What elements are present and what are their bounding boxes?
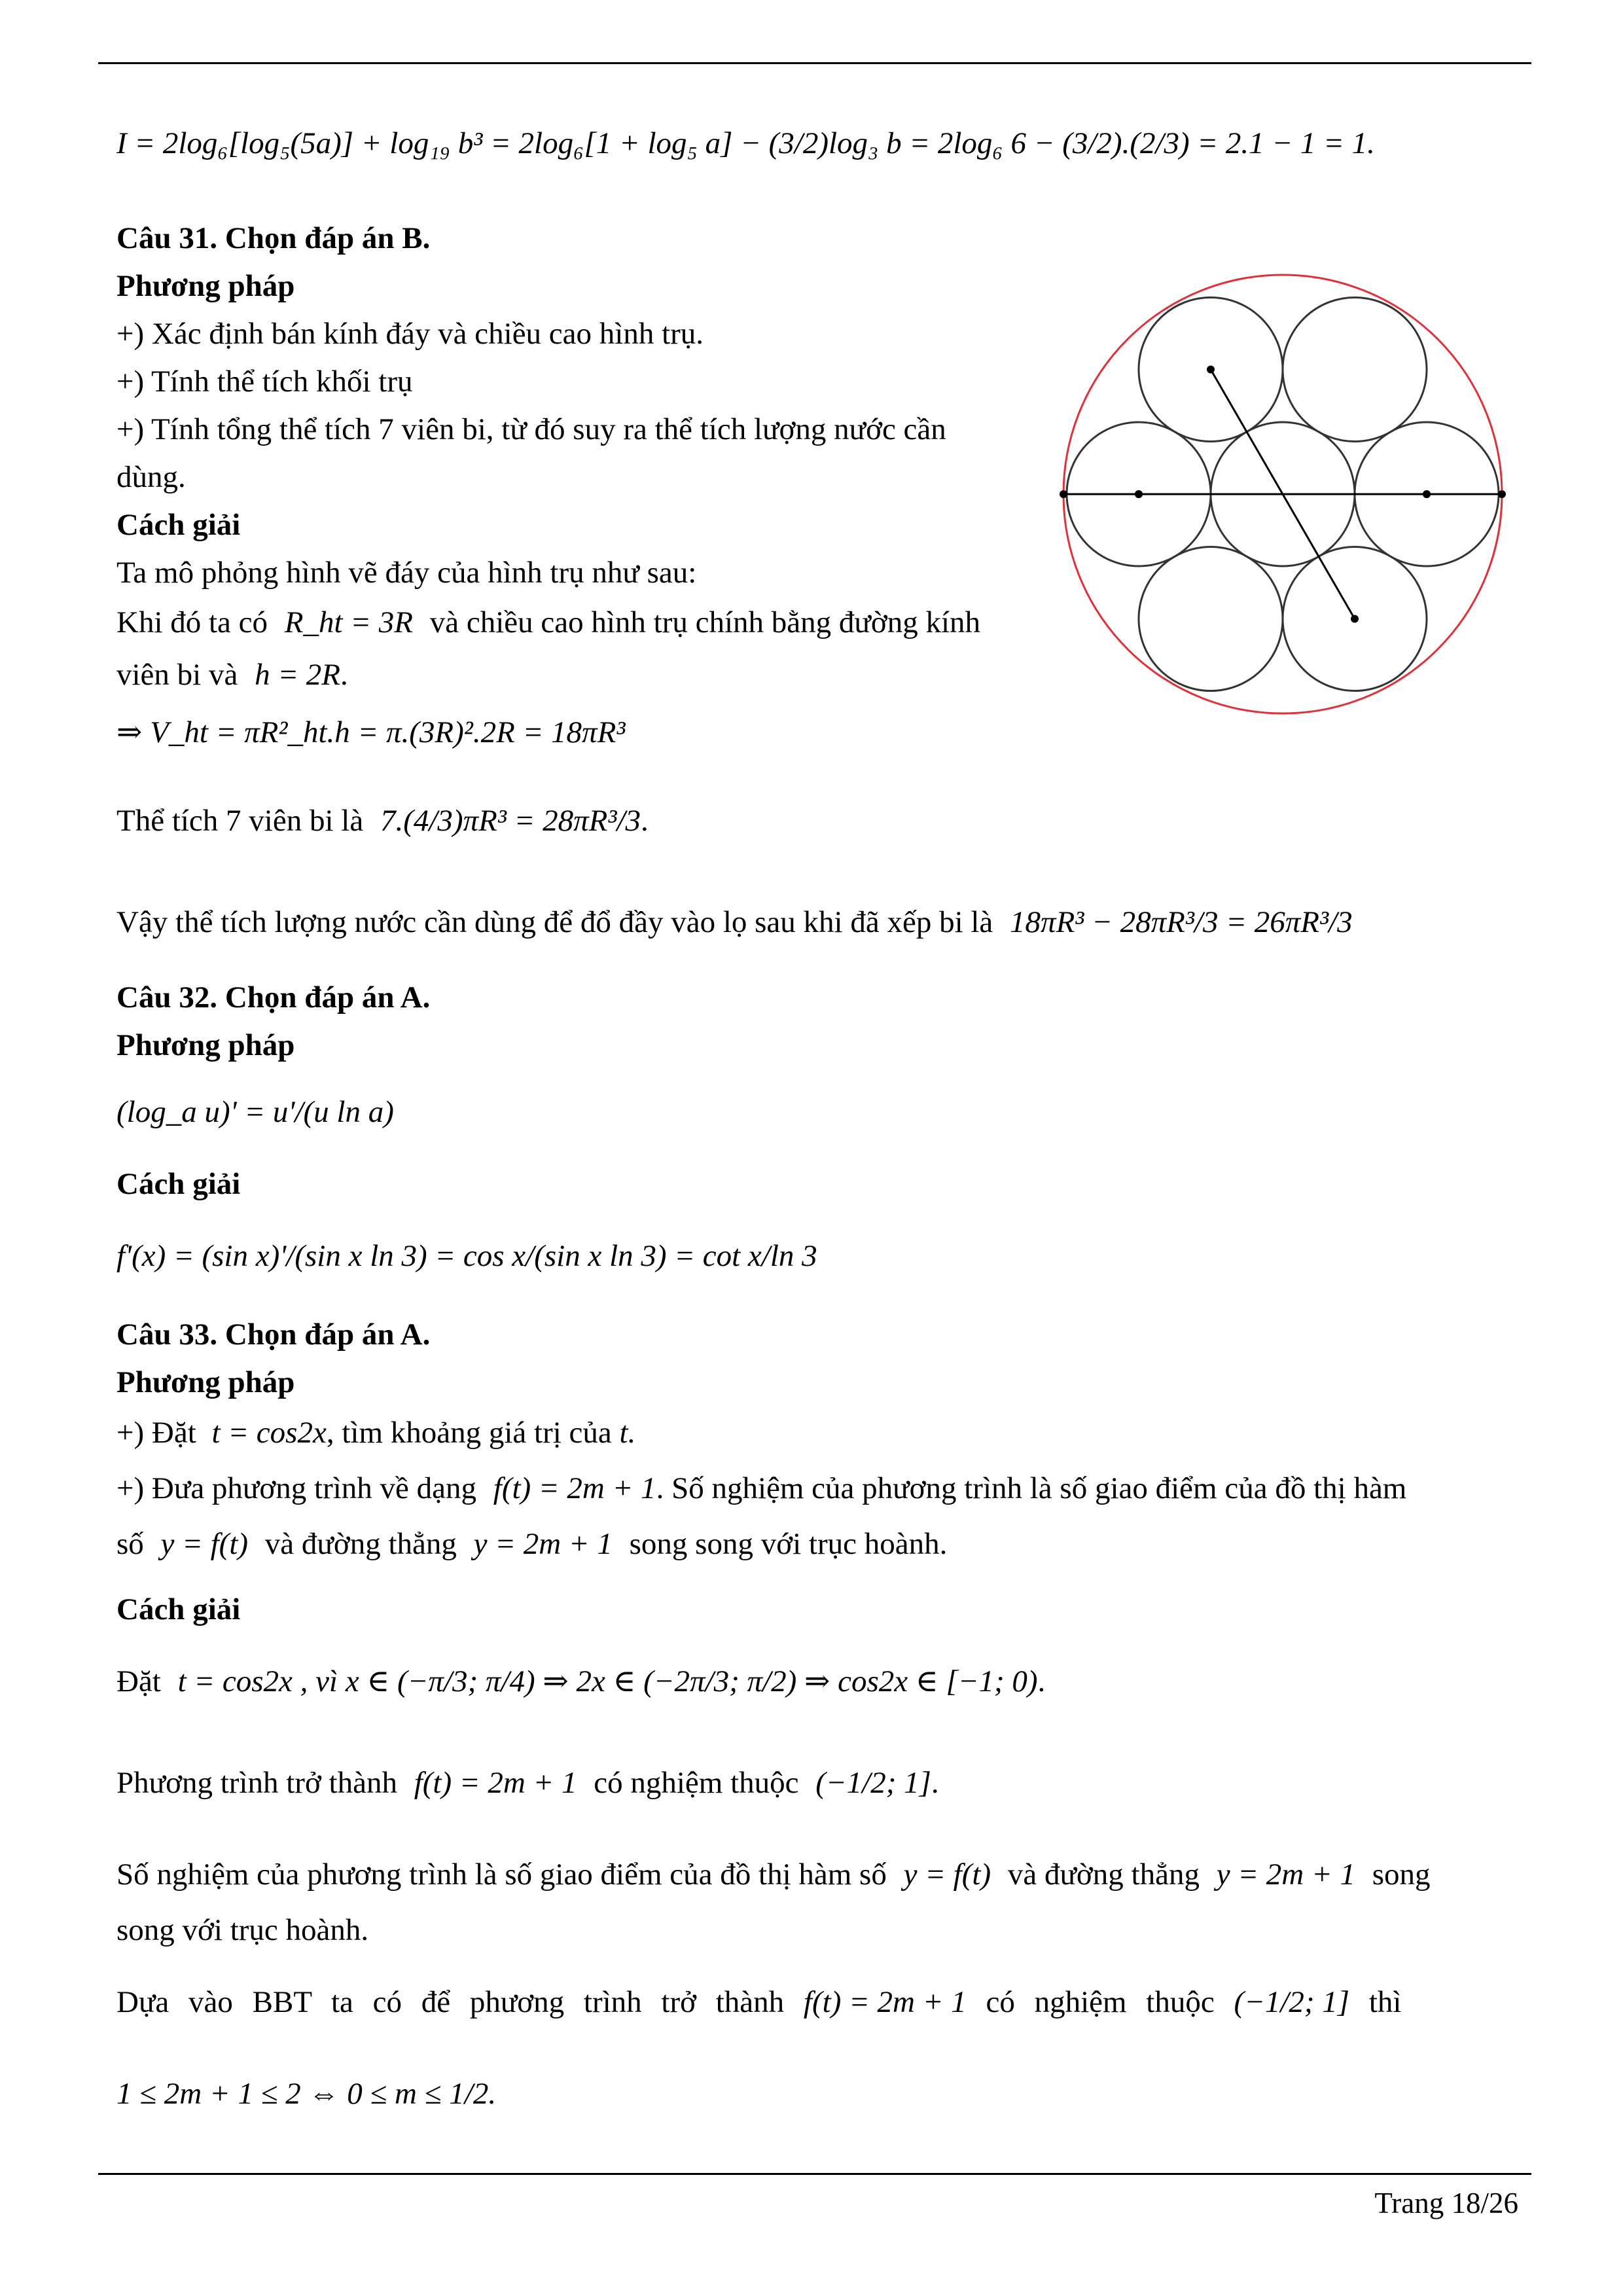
q33-sol-1-pre: Đặt — [116, 1664, 161, 1698]
q33-sol-4-mid: có nghiệm thuộc — [986, 1985, 1215, 2019]
q31-sol-2-math: R_ht = 3R — [284, 605, 413, 639]
q31-sol-3-pre: viên bi và — [116, 658, 238, 692]
q33-method-2-pre: +) Đưa phương trình về dạng — [116, 1471, 477, 1505]
q31-sol-5: Thể tích 7 viên bi là 7.(4/3)πR³ = 28πR³/3. — [116, 804, 649, 838]
q33-sol-2-pre: Phương trình trở thành — [116, 1766, 397, 1800]
q31-heading: Câu 31. Chọn đáp án B. — [116, 221, 431, 255]
q33-sol-2: Phương trình trở thành f(t) = 2m + 1 có nghiệm thuộc (−1/2; 1]. — [116, 1766, 939, 1800]
q33-method-1 — [116, 1414, 635, 1452]
q33-sol-3-math2: y = 2m + 1 — [1216, 1857, 1355, 1892]
q33-sol-3 — [116, 1856, 1430, 1894]
q33-sol-4-math: f(t) = 2m + 1 — [803, 1985, 967, 2019]
q31-sol-4: ⇒ V_ht = πR²_ht.h = π.(3R)².2R = 18πR³ — [116, 715, 626, 749]
center-dot-0 — [1060, 490, 1067, 498]
q33-method-1-var: t. — [619, 1416, 636, 1450]
q31-method-3b: dùng. — [116, 460, 186, 494]
q33-sol-3-math1: y = f(t) — [903, 1857, 991, 1892]
q33-sol-2-interval: (−1/2; 1] — [815, 1766, 931, 1800]
q31-sol-6-math: 18πR³ − 28πR³/3 = 26πR³/3 — [1010, 905, 1353, 939]
q33-method-3-math2: y = 2m + 1 — [473, 1527, 613, 1561]
q31-method-1: +) Xác định bán kính đáy và chiều cao hình trụ. — [116, 317, 704, 351]
q31-sol-1: Ta mô phỏng hình vẽ đáy của hình trụ như sau: — [116, 556, 697, 590]
q33-method-2 — [116, 1469, 1406, 1508]
q33-method-3-post: song song với trục hoành. — [629, 1527, 948, 1561]
center-dot-6 — [1135, 490, 1143, 498]
q33-method-1-pre: +) Đặt — [116, 1416, 196, 1450]
q31-method-2: +) Tính thể tích khối trụ — [116, 365, 413, 399]
q33-sol-5: 1 ≤ 2m + 1 ≤ 2 ⇔ 0 ≤ m ≤ 1/2. — [116, 2077, 497, 2111]
ball-circle-3 — [1139, 547, 1283, 691]
q33-solution-title: Cách giải — [116, 1592, 241, 1626]
q33-heading: Câu 33. Chọn đáp án A. — [116, 1318, 431, 1352]
q31-sol-5-pre: Thể tích 7 viên bi là — [116, 804, 364, 838]
q33-method-2-math: f(t) = 2m + 1 — [493, 1471, 656, 1505]
q33-sol-5-text: 1 ≤ 2m + 1 ≤ 2 ⇔ 0 ≤ m ≤ 1/2 — [116, 2077, 489, 2111]
q31-sol-6 — [116, 903, 1353, 942]
q31-method-title: Phương pháp — [116, 269, 295, 303]
q33-sol-3-pre: Số nghiệm của phương trình là số giao điểm của đồ thị hàm số — [116, 1857, 887, 1892]
q33-method-3-mid: và đường thẳng — [264, 1527, 457, 1561]
center-dot-5 — [1351, 615, 1359, 623]
q33-sol-3b: song với trục hoành. — [116, 1913, 369, 1947]
bottom-rule — [98, 2173, 1531, 2175]
center-dot-1 — [1498, 490, 1506, 498]
q31-solution-title: Cách giải — [116, 508, 241, 542]
q32-method-title: Phương pháp — [116, 1028, 295, 1062]
q32-heading: Câu 32. Chọn đáp án A. — [116, 980, 431, 1014]
q33-sol-3-mid: và đường thẳng — [1007, 1857, 1200, 1892]
q31-sol-5-math: 7.(4/3)πR³ = 28πR³/3 — [380, 804, 641, 838]
q32-solution-title: Cách giải — [116, 1167, 241, 1201]
q33-method-1-post: , tìm khoảng giá trị của — [326, 1416, 612, 1450]
q33-sol-4-interval: (−1/2; 1] — [1234, 1985, 1350, 2019]
q33-sol-2-mid: có nghiệm thuộc — [594, 1766, 799, 1800]
seven-balls-figure — [1054, 265, 1512, 723]
q33-sol-2-math: f(t) = 2m + 1 — [414, 1766, 577, 1800]
q31-sol-2-pre: Khi đó ta có — [116, 605, 268, 639]
center-dot-4 — [1423, 490, 1431, 498]
q33-method-1-math: t = cos2x — [211, 1416, 327, 1450]
center-dot-7 — [1207, 365, 1215, 373]
q31-sol-2-post: và chiều cao hình trụ chính bằng đường kính — [429, 605, 981, 639]
q33-method-3 — [116, 1525, 947, 1564]
q33-sol-3-post: song — [1372, 1857, 1431, 1892]
top-rule — [98, 62, 1531, 64]
ball-circle-6 — [1283, 297, 1427, 441]
page-footer: Trang 18/26 — [1374, 2187, 1518, 2219]
q31-sol-6-pre: Vậy thể tích lượng nước cần dùng để đổ đầy vào lọ sau khi đã xếp bi là — [116, 905, 993, 939]
intro-formula — [116, 124, 1375, 163]
q33-method-3-pre: số — [116, 1527, 144, 1561]
q33-sol-1-math: t = cos2x , vì x ∈ (−π/3; π/4) ⇒ 2x ∈ (−2π/3; π/2) ⇒ cos2x ∈ [−1; 0) — [177, 1664, 1038, 1698]
q33-sol-1: Đặt t = cos2x , vì x ∈ (−π/3; π/4) ⇒ 2x ∈ (−2π/3; π/2) ⇒ cos2x ∈ [−1; 0). — [116, 1664, 1046, 1698]
q33-sol-4-pre: Dựa vào BBT ta có để phương trình trở thành — [116, 1985, 785, 2019]
q32-formula: (log_a u)' = u'/(u ln a) — [116, 1095, 394, 1129]
q31-sol-2 — [116, 603, 980, 642]
q33-method-title: Phương pháp — [116, 1365, 295, 1399]
q33-method-3-math1: y = f(t) — [160, 1527, 249, 1561]
q32-solution: f'(x) = (sin x)'/(sin x ln 3) = cos x/(sin x ln 3) = cot x/ln 3 — [116, 1239, 817, 1273]
intro-formula-text: I = 2log₆[log₅(5a)] + log₁₉ b³ = 2log₆[1 + log₅ a] − (3/2)log₃ b = 2log₆ 6 − (3/2).(2/3) = 2.1 − 1 = 1. — [116, 126, 1375, 160]
q31-sol-3: viên bi và h = 2R. — [116, 658, 348, 692]
q31-method-3a: +) Tính tổng thể tích 7 viên bi, từ đó suy ra thể tích lượng nước cần — [116, 412, 946, 446]
q33-sol-4-post: thì — [1368, 1985, 1402, 2019]
q31-sol-3-math: h = 2R — [255, 658, 341, 692]
q33-sol-4 — [116, 1983, 1401, 2022]
q33-method-2-post: . Số nghiệm của phương trình là số giao điểm của đồ thị hàm — [656, 1471, 1407, 1505]
